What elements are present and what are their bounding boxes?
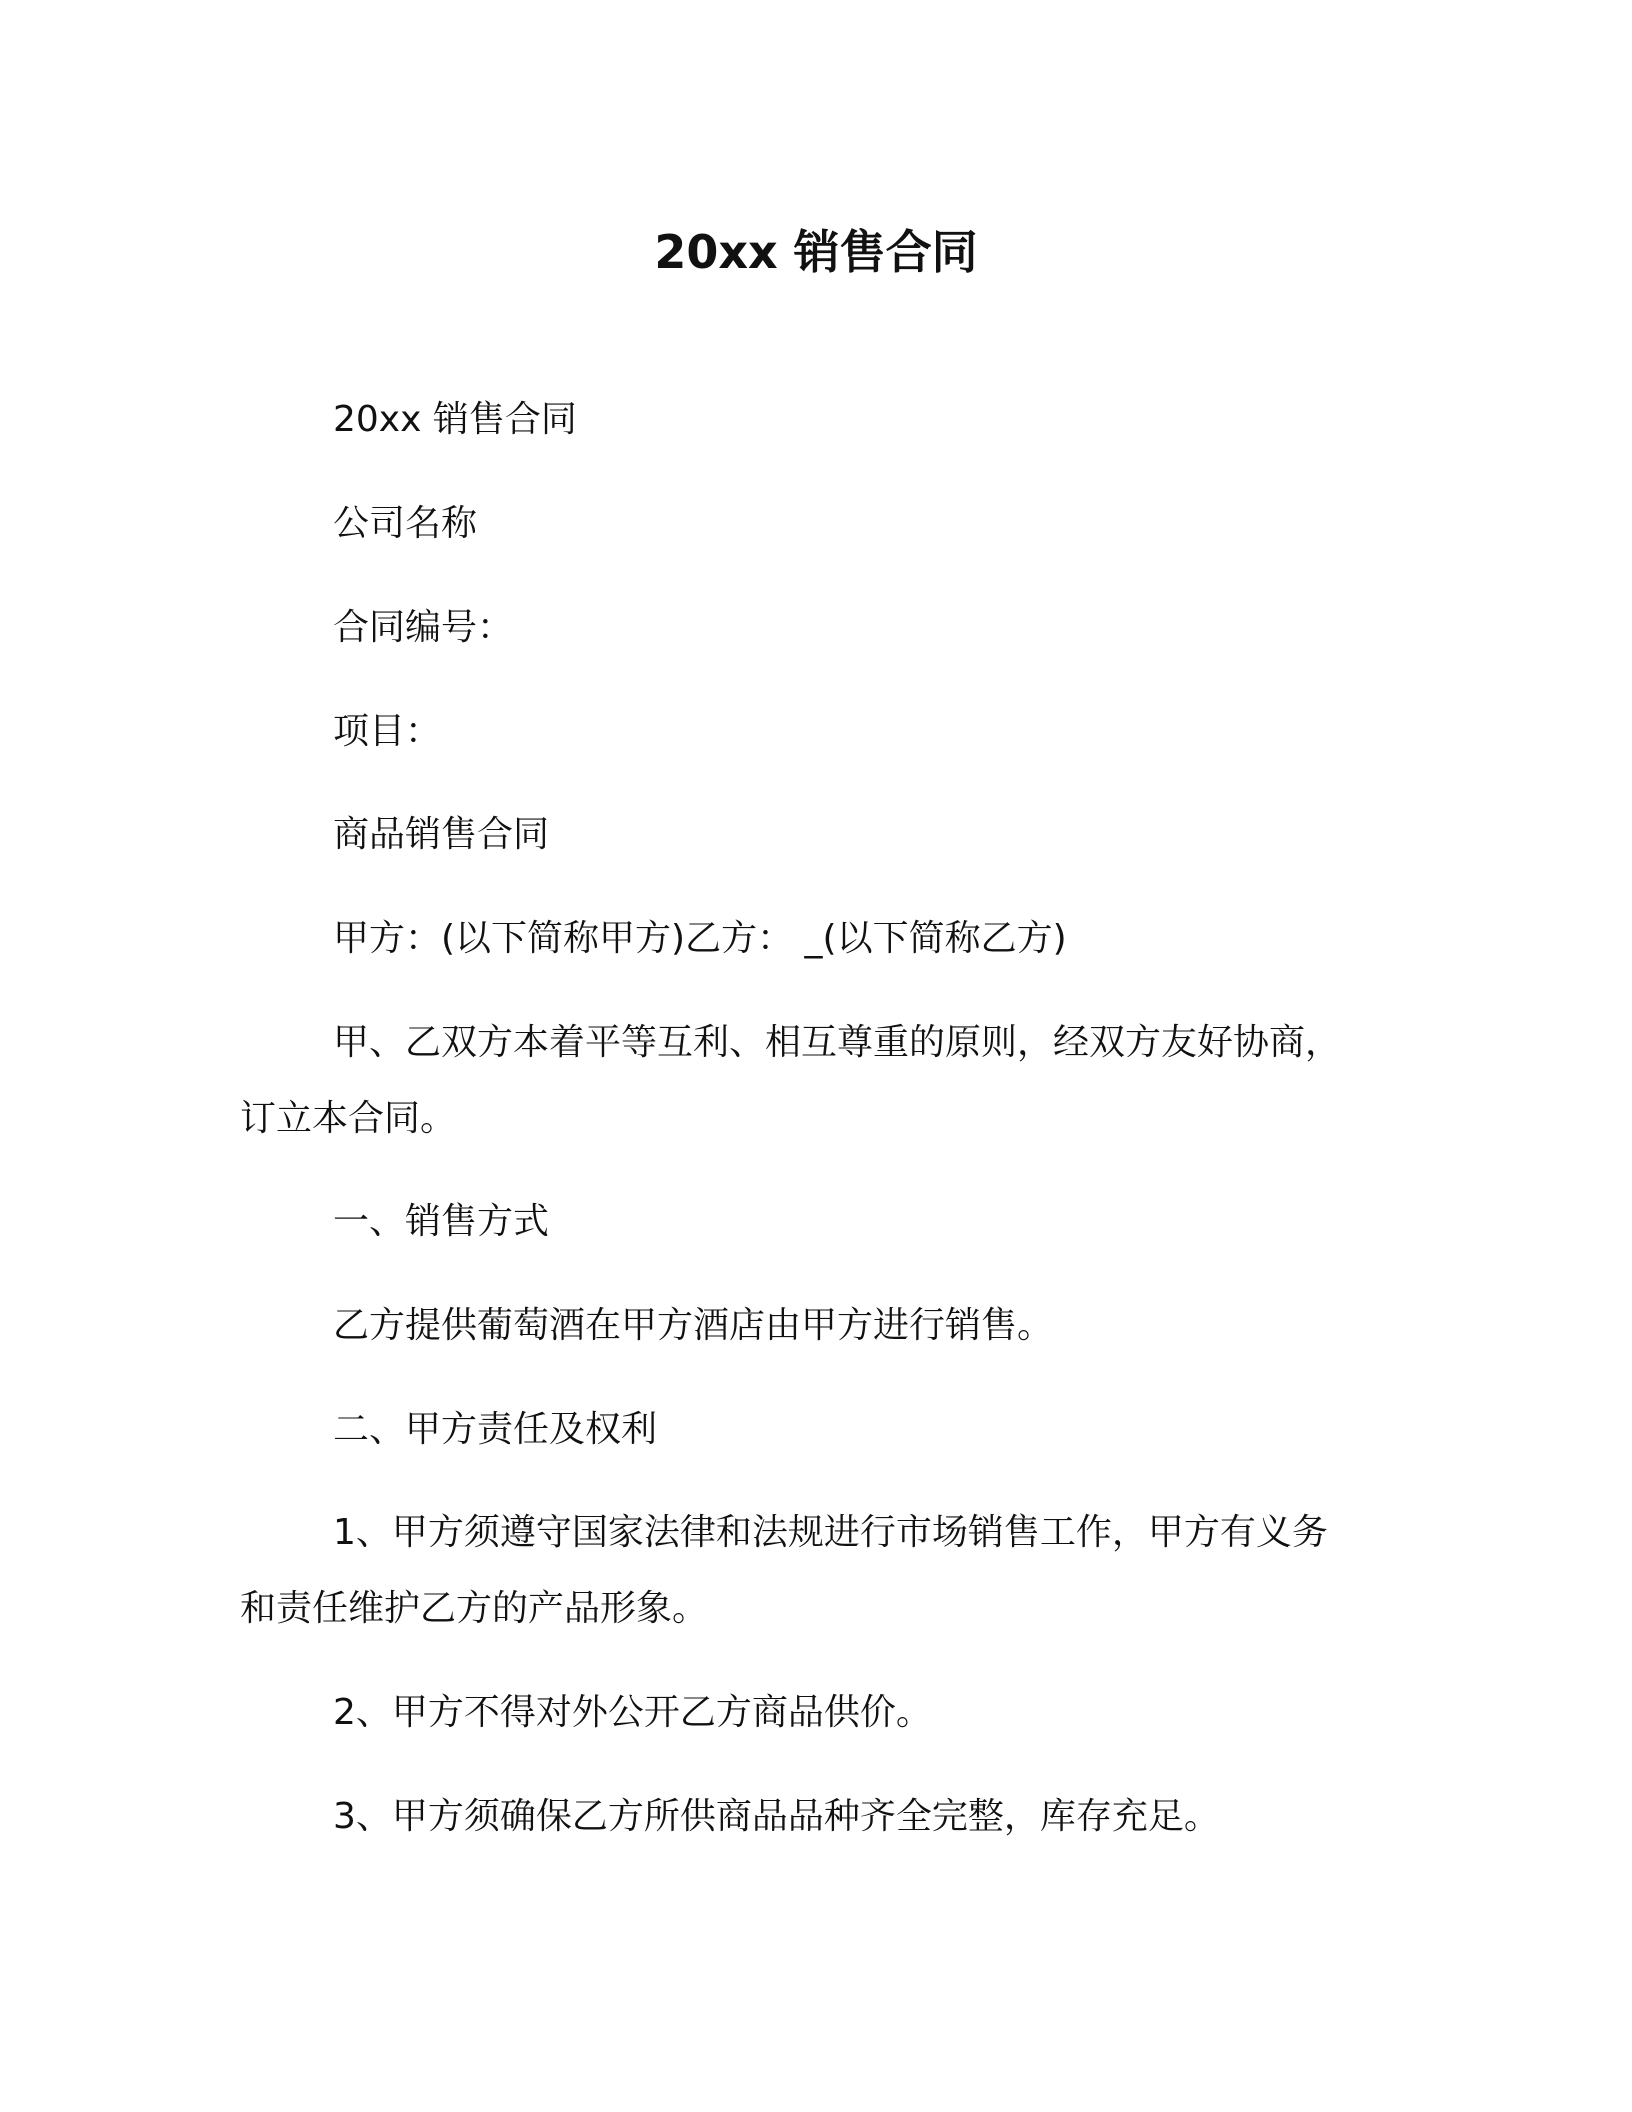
clause-3: 3、甲方须确保乙方所供商品品种齐全完整，库存充足。: [333, 1796, 1220, 1837]
paragraph-contract-type: 商品销售合同: [333, 814, 550, 855]
paragraph-preamble-line-1: 甲、乙双方本着平等互利、相互尊重的原则，经双方友好协商，: [333, 1022, 1342, 1063]
clause-2: 2、甲方不得对外公开乙方商品供价。: [333, 1692, 932, 1733]
document-title: 20xx 销售合同: [654, 225, 978, 279]
section-heading-party-a-duties: 二、甲方责任及权利: [333, 1409, 658, 1450]
paragraph-parties: 甲方：(以下简称甲方)乙方： _(以下简称乙方): [333, 918, 1067, 959]
section-heading-sales-method: 一、销售方式: [333, 1201, 550, 1242]
paragraph-sales-method: 乙方提供葡萄酒在甲方酒店由甲方进行销售。: [333, 1305, 1054, 1346]
clause-1-line-1: 1、甲方须遵守国家法律和法规进行市场销售工作，甲方有义务: [333, 1512, 1328, 1553]
paragraph-project: 项目：: [333, 711, 442, 752]
paragraph-company-name: 公司名称: [333, 503, 478, 544]
paragraph-contract-number: 合同编号：: [333, 607, 514, 648]
paragraph-preamble-line-2: 订立本合同。: [240, 1098, 457, 1139]
clause-1-line-2: 和责任维护乙方的产品形象。: [240, 1588, 709, 1629]
paragraph-subtitle: 20xx 销售合同: [333, 399, 577, 440]
